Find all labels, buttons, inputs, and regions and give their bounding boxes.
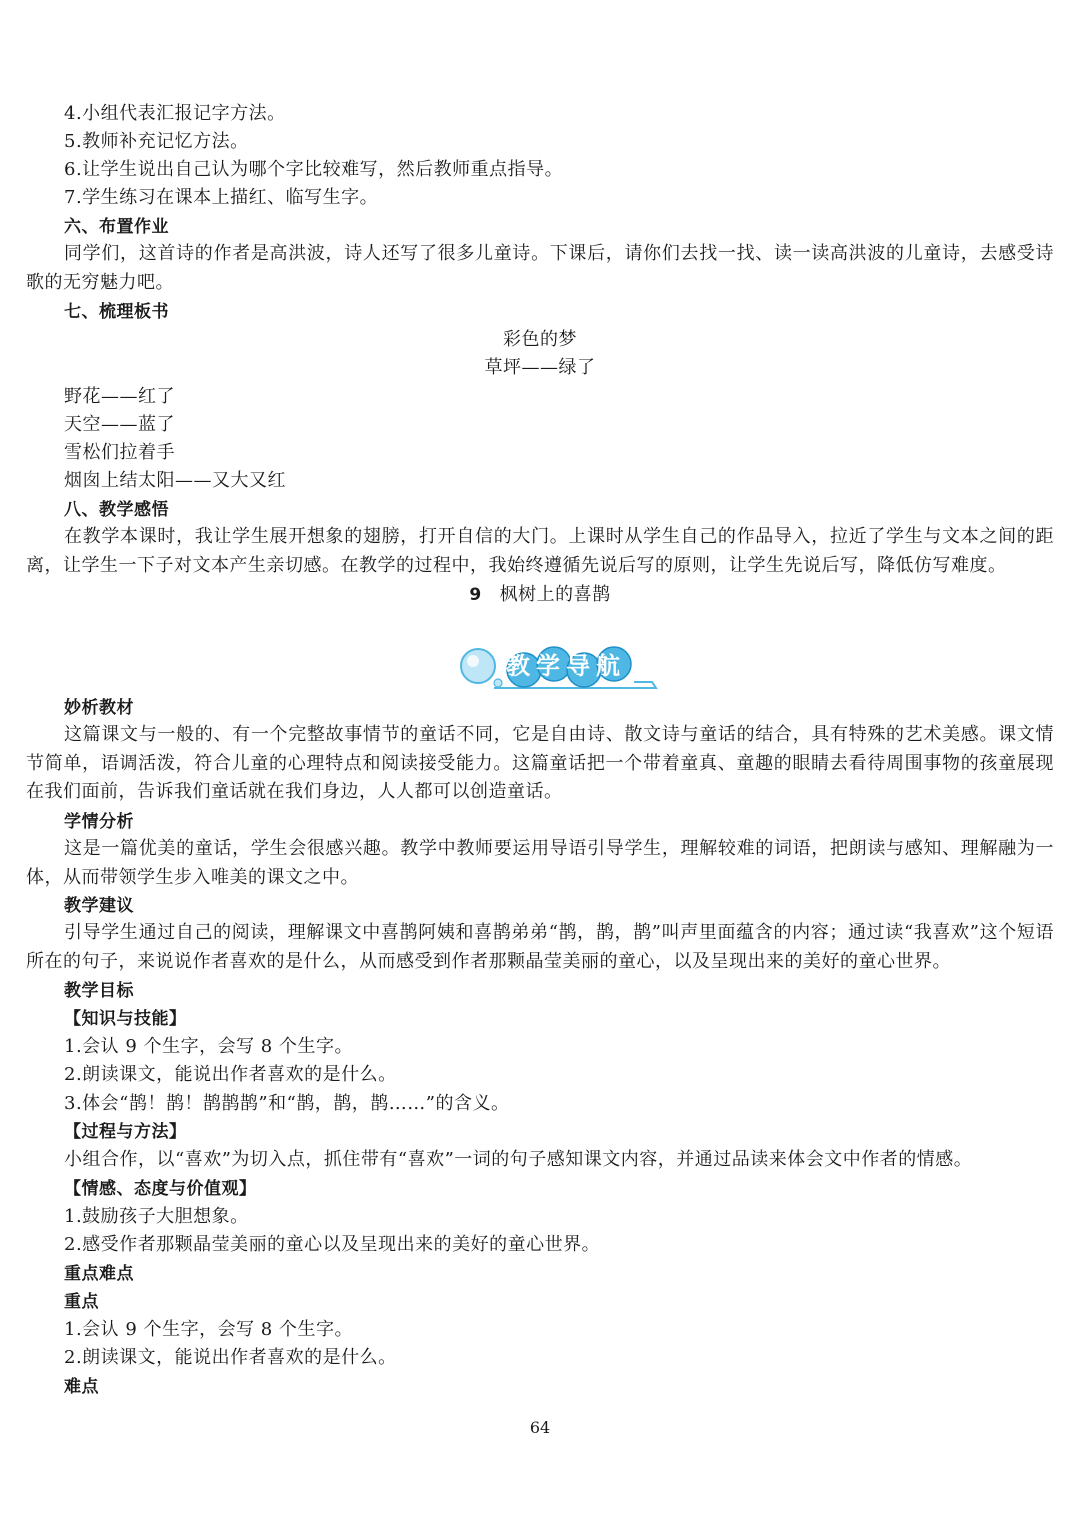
key-point-2: 2.朗读课文，能说出作者喜欢的是什么。 xyxy=(64,1347,397,1368)
board-line-5: 烟囱上结太阳——又大又红 xyxy=(64,470,286,491)
board-title: 彩色的梦 xyxy=(503,329,577,350)
goal-knowledge-2: 2.朗读课文，能说出作者喜欢的是什么。 xyxy=(64,1064,397,1085)
teaching-guide-banner xyxy=(456,640,660,696)
step-5: 5.教师补充记忆方法。 xyxy=(64,131,249,152)
board-line-3: 天空——蓝了 xyxy=(64,414,175,435)
reflection-paragraph: 在教学本课时，我让学生展开想象的翅膀，打开自信的大门。上课时从学生自己的作品导入，拉近了学生与文本之间的距离，让学生一下子对文本产生亲切感。在教学的过程中，我始终遵循先说后写的原则，让学生先说后写，降低仿写难度。 xyxy=(26,526,1054,576)
homework-paragraph: 同学们，这首诗的作者是高洪波，诗人还写了很多儿童诗。下课后，请你们去找一找、读一读高洪波的儿童诗，去感受诗歌的无穷魅力吧。 xyxy=(26,243,1054,293)
key-point-1: 1.会认 9 个生字，会写 8 个生字。 xyxy=(64,1319,353,1340)
textbook-analysis-paragraph: 这篇课文与一般的、有一个完整故事情节的童话不同，它是自由诗、散文诗与童话的结合，具有特殊的艺术美感。课文情节简单，语调活泼，符合儿童的心理特点和阅读接受能力。这篇童话把一个带着童真、童趣的眼睛去看待周围事物的孩童展现在我们面前，告诉我们童话就在我们身边，人人都可以创造童话。 xyxy=(26,724,1054,802)
teaching-suggestions-paragraph: 引导学生通过自己的阅读，理解课文中喜鹊阿姨和喜鹊弟弟“鹊，鹊，鹊”叫声里面蕴含的内容；通过读“我喜欢”这个短语所在的句子，来说说作者喜欢的是什么，从而感受到作者那颗晶莹美丽的童心，以及呈现出来的美好的童心世界。 xyxy=(26,922,1054,972)
heading-blackboard: 七、梳理板书 xyxy=(64,302,169,322)
page-number: 64 xyxy=(529,1418,551,1437)
heading-reflection: 八、教学感悟 xyxy=(64,500,169,520)
board-line-1: 草坪——绿了 xyxy=(484,357,596,378)
heading-teaching-goals: 教学目标 xyxy=(64,981,134,1001)
heading-learner-analysis: 学情分析 xyxy=(64,812,134,832)
banner-text: 教学导航 xyxy=(506,652,626,680)
goal-emotion-1: 1.鼓励孩子大胆想象。 xyxy=(64,1206,249,1227)
lesson-number: 9 xyxy=(469,585,482,605)
heading-teaching-suggestions: 教学建议 xyxy=(64,896,134,916)
heading-process-methods: 【过程与方法】 xyxy=(64,1122,187,1142)
heading-key-points: 重点 xyxy=(64,1292,99,1312)
lesson-heading xyxy=(0,581,1080,609)
goal-knowledge-1: 1.会认 9 个生字，会写 8 个生字。 xyxy=(64,1036,353,1057)
heading-homework: 六、布置作业 xyxy=(64,217,169,237)
heading-difficult-points: 难点 xyxy=(64,1377,99,1397)
goal-knowledge-3: 3.体会“鹊！鹊！鹊鹊鹊”和“鹊，鹊，鹊……”的含义。 xyxy=(64,1093,510,1114)
learner-analysis-paragraph: 这是一篇优美的童话，学生会很感兴趣。教学中教师要运用导语引导学生，理解较难的词语，把朗读与感知、理解融为一体，从而带领学生步入唯美的课文之中。 xyxy=(26,838,1054,888)
heading-emotion-values: 【情感、态度与价值观】 xyxy=(64,1179,257,1199)
step-6: 6.让学生说出自己认为哪个字比较难写，然后教师重点指导。 xyxy=(64,159,564,180)
heading-key-difficult: 重点难点 xyxy=(64,1264,134,1284)
goal-emotion-2: 2.感受作者那颗晶莹美丽的童心以及呈现出来的美好的童心世界。 xyxy=(64,1234,601,1255)
lesson-title: 枫树上的喜鹊 xyxy=(499,584,611,605)
heading-textbook-analysis: 妙析教材 xyxy=(64,698,134,718)
goal-process-1: 小组合作，以“喜欢”为切入点，抓住带有“喜欢”一词的句子感知课文内容，并通过品读来体会文中作者的情感。 xyxy=(64,1149,973,1170)
board-line-4: 雪松们拉着手 xyxy=(64,442,175,463)
step-4: 4.小组代表汇报记字方法。 xyxy=(64,103,286,124)
step-7: 7.学生练习在课本上描红、临写生字。 xyxy=(64,187,379,208)
heading-knowledge-skills: 【知识与技能】 xyxy=(64,1009,187,1029)
board-line-2: 野花——红了 xyxy=(64,386,175,407)
